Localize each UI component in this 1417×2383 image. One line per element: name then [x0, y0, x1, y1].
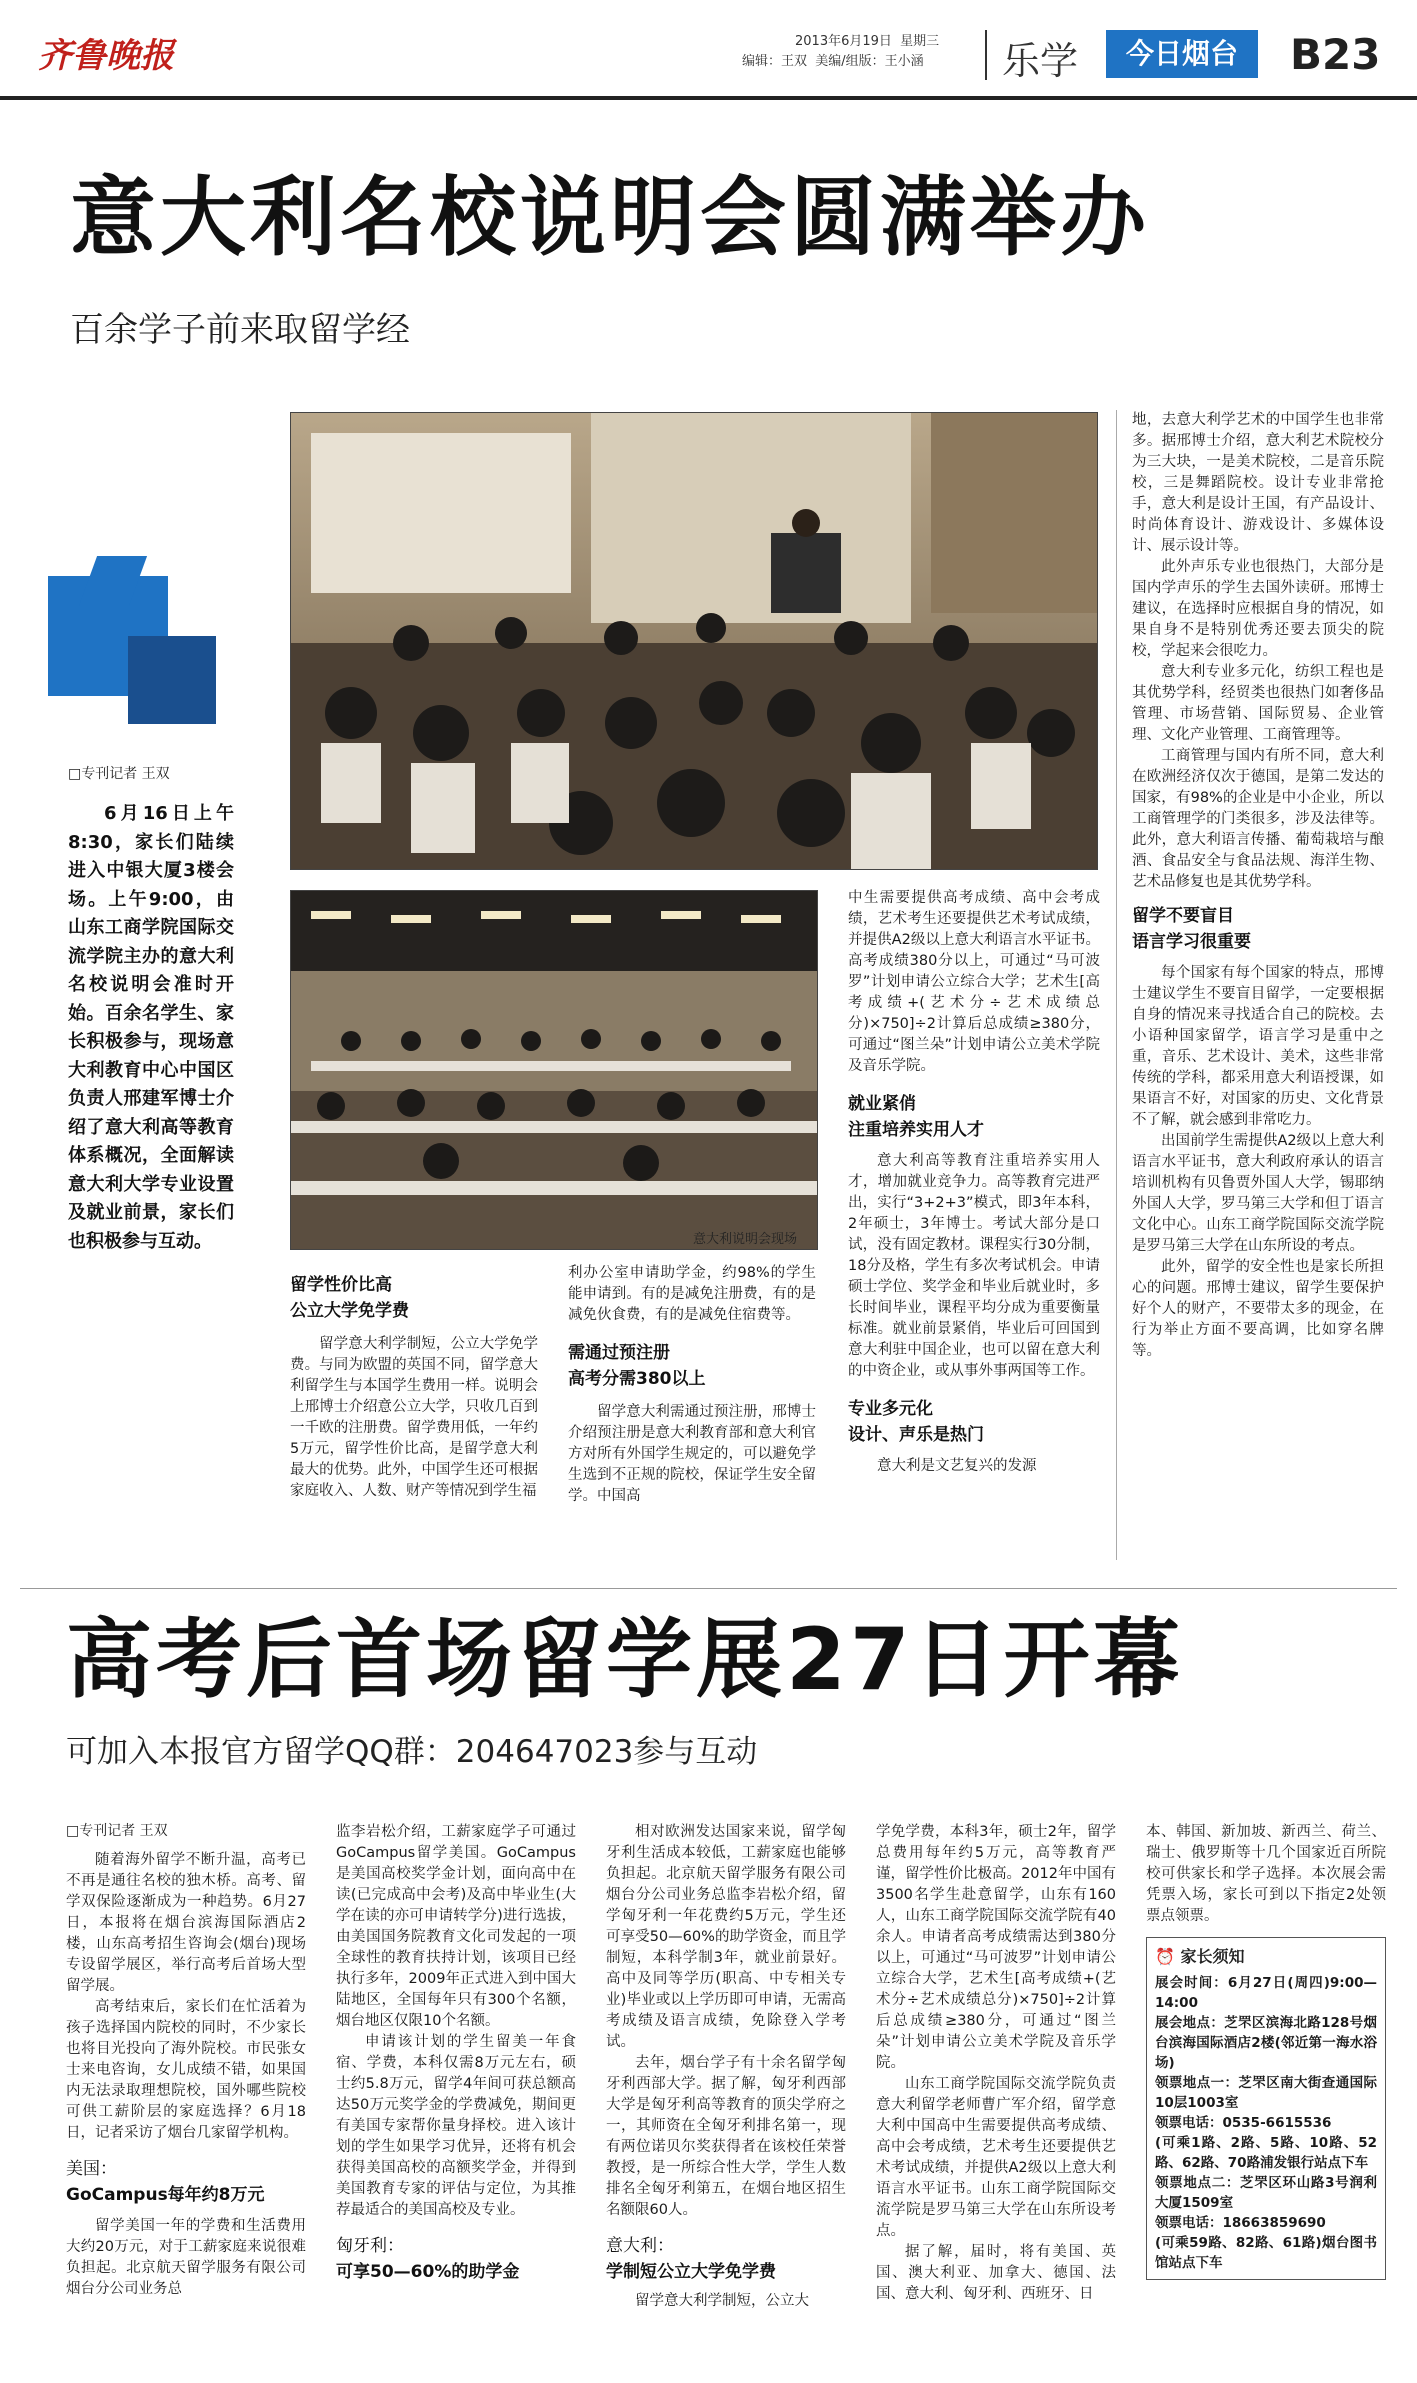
masthead-divider — [985, 30, 987, 80]
col4-body4: 工商管理与国内有所不同，意大利在欧洲经济仅次于德国，是第二发达的国家，有98%的企业是中小企业，所以工商管理学的门类很多，涉及法律等。此外，意大利语言传播、葡萄栽培与酿酒、食品安全与食品法规、海洋生物、艺术品修复也是其优势学科。 — [1132, 748, 1384, 890]
notice-line: (可乘59路、82路、61路)烟台图书馆站点下车 — [1155, 2235, 1377, 2271]
a2-col3-body1: 相对欧洲发达国家来说，留学匈牙利生活成本较低，工薪家庭也能够负担起。北京航天留学服务有限公司烟台分公司业务总监李岩松介绍，留学匈牙利一年花费约5万元，学生还可享受50—60%的助学资金，而且学制短，本科学制3年，就业前景好。高中及同等学历(职高、中专相关专业)毕业或以上学历即可申请，无需高考成绩及语言成绩，免除登入学考试。 — [606, 1824, 846, 2050]
col3-title4: 设计、声乐是热门 — [848, 1425, 984, 1445]
article1-subhead: 百余学子前来取留学经 — [70, 310, 410, 350]
a2-col4-body2: 山东工商学院国际交流学院负责意大利留学老师曹广军介绍，留学意大利中国高中生需要提供高考成绩、高中会考成绩，艺术考生还要提供艺术考试成绩，并提供A2级以上意大利语言水平证书。山东工商学院国际交流学院是罗马第三大学在山东所设考点。 — [876, 2076, 1116, 2239]
a2-col5-body1: 本、韩国、新加坡、新西兰、荷兰、瑞士、俄罗斯等十几个国家近百所院校可供家长和学子选择。本次展会需凭票入场，家长可到以下指定2处领票点领票。 — [1146, 1824, 1386, 1924]
seminar-photo-speaker — [290, 412, 1098, 870]
column-rule — [1116, 410, 1117, 1560]
newspaper-logo: 齐鲁晚报 — [38, 36, 174, 76]
a2-col3-title1: 意大利： — [606, 2236, 674, 2256]
a2-col1-title2: GoCampus每年约8万元 — [66, 2185, 265, 2205]
article2-byline: □专刊记者 王双 — [66, 1823, 168, 1839]
col4-body6: 出国前学生需提供A2级以上意大利语言水平证书，意大利政府承认的语言培训机构有贝鲁贾外国人大学，锡耶纳外国人大学，罗马第三大学和但丁语言文化中心。山东工商学院国际交流学院是罗马第三大学在山东所设的考点。 — [1132, 1133, 1384, 1254]
article1-byline: □专刊记者 王双 — [68, 766, 170, 782]
col1-title1: 留学性价比高 — [290, 1275, 392, 1295]
article1-lead — [68, 800, 234, 1256]
issue-date: 2013年6月19日 星期三 — [795, 34, 940, 49]
article1-col4 — [1132, 410, 1384, 1362]
notice-line: (可乘1路、2路、5路、10路、52路、62路、70路浦发银行站点下车 — [1155, 2135, 1377, 2171]
a2-col3-body2: 去年，烟台学子有十余名留学匈牙利西部大学。据了解，匈牙利西部大学是匈牙利高等教育的顶尖学府之一，其师资在全匈牙利排名第一，现有两位诺贝尔奖获得者在该校任荣誉教授，是一所综合性大学，学生人数排名全匈牙利第五，在烟台地区招生名额限60人。 — [606, 2055, 846, 2218]
notice-line: 领票地点一：芝罘区南大街查通国际10层1003室 — [1155, 2075, 1377, 2111]
article1-col2 — [568, 1263, 816, 1507]
notice-line: 领票电话：0535-6615536 — [1155, 2115, 1332, 2131]
a2-col2-body2: 申请该计划的学生留美一年食宿、学费，本科仅需8万元左右，硕士约5.8万元，留学4年间可获总额高达50万元奖学金的学费减免，期间更有美国专家帮你量身择校。进入该计划的学生如果学习优异，还将有机会获得美国高校的高额奖学金，并得到美国教育专家的评估与定位，为其推荐最适合的美国高校及专业。 — [336, 2034, 576, 2218]
masthead-rule — [0, 96, 1417, 100]
notice-line: 领票电话：18663859690 — [1155, 2215, 1326, 2231]
article2-col2 — [336, 1822, 576, 2285]
notice-line: 展会时间：6月27日(周四)9:00—14:00 — [1155, 1975, 1377, 2011]
a2-col2-title1: 匈牙利： — [336, 2236, 404, 2256]
col3-title1: 就业紧俏 — [848, 1094, 916, 1114]
a2-col4-body1: 学免学费，本科3年，硕士2年，留学总费用每年约5万元，高等教育严谨，留学性价比极高。2012年中国有3500名学生赴意留学，山东有160人，山东工商学院国际交流学院有40余人。申请者高考成绩需达到380分以上，可通过“马可波罗”计划申请公立综合大学，艺术生[高考成绩+(艺术分÷艺术成绩总分)×750]÷2计算后总成绩≥380分，可通过“图兰朵”计划申请公立美术学院及音乐学院。 — [876, 1824, 1116, 2071]
lead-paragraph: 6月16日上午8:30，家长们陆续进入中银大厦3楼会场。上午9:00，由山东工商学院国际交流学院主办的意大利名校说明会准时开始。百余名学生、家长积极参与，现场意大利教育中心中国区负责人邢建军博士介绍了意大利高等教育体系概况，全面解读意大利大学专业设置及就业前景，家长们也积极参与互动。 — [68, 803, 234, 1252]
a2-col1-body3: 留学美国一年的学费和生活费用大约20万元，对于工薪家庭来说很难负担起。北京航天留学服务有限公司烟台分公司业务总 — [66, 2218, 306, 2297]
col4-title1: 留学不要盲目 — [1132, 906, 1234, 926]
col3-title2: 注重培养实用人才 — [848, 1120, 984, 1140]
article2-col4 — [876, 1822, 1116, 2305]
photo-caption: 意大利说明会现场 — [693, 1232, 798, 1247]
article1-col3 — [848, 888, 1100, 1477]
notice-line: 展会地点：芝罘区滨海北路128号烟台滨海国际酒店2楼(邻近第一海水浴场) — [1155, 2015, 1377, 2071]
a2-col1-body1: 随着海外留学不断升温，高考已不再是通往名校的独木桥。高考、留学双保险逐渐成为一种趋势。6月27日，本报将在烟台滨海国际酒店2楼，山东高考招生咨询会(烟台)现场专设留学展区，举行高考后首场大型留学展。 — [66, 1852, 306, 1994]
col4-title2: 语言学习很重要 — [1132, 932, 1251, 952]
notice-box — [1146, 1937, 1386, 2280]
section-name: 乐学 — [1002, 39, 1079, 83]
col2-title2: 高考分需380以上 — [568, 1369, 706, 1389]
a2-col1-title1: 美国： — [66, 2159, 117, 2179]
article2-headline: 高考后首场留学展27日开幕 — [66, 1610, 1184, 1710]
a2-col1-body2: 高考结束后，家长们在忙活着为孩子选择国内院校的同时，不少家长也将目光投向了海外院校。市民张女士来电咨询，女儿成绩不错，如果国内无法录取理想院校，国外哪些院校可供工薪阶层的家庭选择？6月18日，记者采访了烟台几家留学机构。 — [66, 1999, 306, 2141]
col2-title1: 需通过预注册 — [568, 1343, 670, 1363]
article2-col3 — [606, 1822, 846, 2312]
col3-body2: 意大利高等教育注重培养实用人才，增加就业竞争力。高等教育完进严出，实行“3+2+3”模式，即3年本科，2年硕士，3年博士。考试大部分是口试，没有固定教材。课程实行30分制，18分及格，学生有多次考试机会。申请硕士学位、奖学金和毕业后就业时，多长时间毕业，课程平均分成为重要衡量标准。就业前景紧俏，毕业后可回国到意大利驻中国企业，也可以留在意大利的中资企业，或从事外事两国等工作。 — [848, 1153, 1100, 1379]
col3-title3: 专业多元化 — [848, 1399, 933, 1419]
article1-col1 — [290, 1272, 538, 1502]
a2-col3-body3: 留学意大利学制短，公立大 — [635, 2293, 809, 2309]
col4-body2: 此外声乐专业也很热门，大部分是国内学声乐的学生去国外读研。邢博士建议，在选择时应根据自身的情况，如果自身不是特别优秀还要去顶尖的院校，学起来会很吃力。 — [1132, 559, 1384, 659]
section-tag: 今日烟台 — [1106, 30, 1258, 78]
a2-col3-title2: 学制短公立大学免学费 — [606, 2262, 776, 2282]
a2-col2-title2: 可享50—60%的助学金 — [336, 2262, 520, 2282]
notice-line: 领票地点二：芝罘区环山路3号润利大厦1509室 — [1155, 2175, 1377, 2211]
clock-icon: ⏰ — [1155, 1947, 1175, 1966]
quote-mark-icon — [48, 556, 218, 726]
article2-col5 — [1146, 1822, 1386, 2280]
col3-body1: 中生需要提供高考成绩、高中会考成绩，艺术考生还要提供艺术考试成绩，并提供A2级以上意大利语言水平证书。高考成绩380分以上，可通过“马可波罗”计划申请公立综合大学；艺术生[高考成绩+(艺术分÷艺术成绩总分)×750]÷2计算后总成绩≥380分，可通过“图兰朵”计划申请公立美术学院及音乐学院。 — [848, 890, 1100, 1074]
article2-col1 — [66, 1820, 306, 2300]
col4-body7: 此外，留学的安全性也是家长所担心的问题。邢博士建议，留学生要保护好个人的财产，不要带太多的现金，在行为举止方面不要高调，比如穿名牌等。 — [1132, 1259, 1384, 1359]
page-number: B23 — [1290, 30, 1381, 79]
article1-headline: 意大利名校说明会圆满举办 — [70, 168, 1150, 268]
a2-col4-body3: 据了解，届时，将有美国、英国、澳大利亚、加拿大、德国、法国、意大利、匈牙利、西班牙、日 — [876, 2244, 1116, 2302]
col4-body1: 地，去意大利学艺术的中国学生也非常多。据邢博士介绍，意大利艺术院校分为三大块，一是美术院校，二是音乐院校，三是舞蹈院校。设计专业非常抢手，意大利是设计王国，有产品设计、时尚体育设计、游戏设计、多媒体设计、展示设计等。 — [1132, 412, 1384, 554]
col3-body3: 意大利是文艺复兴的发源 — [877, 1458, 1037, 1474]
seminar-photo-audience — [290, 890, 818, 1250]
col1-title2: 公立大学免学费 — [290, 1301, 409, 1321]
notice-title: ⏰ 家长须知 — [1155, 1947, 1245, 1966]
col4-body5: 每个国家有每个国家的特点，邢博士建议学生不要盲目留学，一定要根据自身的情况来寻找适合自己的院校。去小语种国家留学，语言学习是重中之重，音乐、艺术设计、美术，这些非常传统的学科，都采用意大利语授课，如果语言不好，对国家的历史、文化背景不了解，就会感到非常吃力。 — [1132, 965, 1384, 1128]
article2-subhead: 可加入本报官方留学QQ群：204647023参与互动 — [66, 1734, 758, 1770]
col2-body1: 利办公室申请助学金，约98%的学生能申请到。有的是减免注册费，有的是减免伙食费，有的是减免住宿费等。 — [568, 1265, 816, 1323]
col1-body: 留学意大利学制短，公立大学免学费。与同为欧盟的英国不同，留学意大利留学生与本国学生费用一样。说明会上邢博士介绍意公立大学，只收几百到一千欧的注册费。留学费用低，一年约5万元，留学性价比高，是留学意大利最大的优势。此外，中国学生还可根据家庭收入、人数、财产等情况到学生福 — [290, 1336, 538, 1499]
a2-col2-body1: 监李岩松介绍，工薪家庭学子可通过GoCampus留学美国。GoCampus是美国高校奖学金计划，面向高中在读(已完成高中会考)及高中毕业生(大学在读的亦可申请转学分)进行选拔，由美国国务院教育文化司发起的一项全球性的教育扶持计划，该项目已经执行多年，2009年正式进入到中国大陆地区，全国每年只有300个名额，烟台地区仅限10个名额。 — [336, 1824, 576, 2029]
col4-body3: 意大利专业多元化，纺织工程也是其优势学科，经贸类也很热门如奢侈品管理、市场营销、国际贸易、企业管理、文化产业管理、工商管理等。 — [1132, 664, 1384, 743]
article-divider — [20, 1588, 1397, 1589]
col2-body2: 留学意大利需通过预注册，邢博士介绍预注册是意大利教育部和意大利官方对所有外国学生规定的，可以避免学生选到不正规的院校，保证学生安全留学。中国高 — [568, 1404, 816, 1504]
editors: 编辑：王双 美编/组版：王小涵 — [742, 54, 924, 69]
